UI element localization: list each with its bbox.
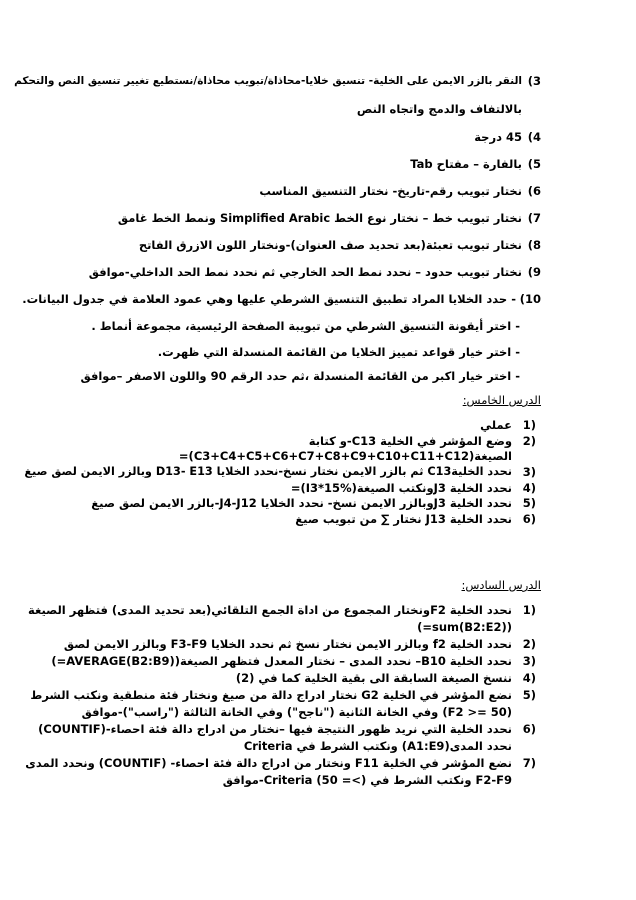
sub-item: - اختر خيار قواعد تمييز الخلايا من القائمة المنسدلة التي ظهرت.: [157, 345, 520, 359]
lesson-6-item-number: 7): [522, 756, 536, 770]
lesson-5-item-text: نحدد الخلية J3وبالزر الايمن نسخ- نحدد الخلايا J4-J12-بالزر الايمن لصق صيغ: [91, 496, 512, 510]
lesson-5-item-text: نحدد الخليةC13 ثم بالزر الايمن نختار نسخ-نحدد الخلايا D13- E13 وبالزر الايمن لصق صيغ: [24, 465, 512, 478]
sub-item: - اختر خيار اكبر من القائمة المنسدلة ،ثم حدد الرقم 90 واللون الاصفر –موافق: [80, 369, 520, 383]
lesson-6-item-text: نحدد الخلية F2ونختار المجموع من اداة الجمع التلقائي(بعد تحديد المدى) فتظهر الصيغة: [28, 603, 512, 617]
list-item-5-text: بالفارة – مفتاح Tab: [410, 157, 522, 171]
lesson-5-item-text: نحدد الخلية J13 نختار ∑ من تبويب صيغ: [295, 512, 512, 526]
list-item-4-number: 4): [527, 130, 541, 144]
lesson-6-item-number: 6): [522, 722, 536, 736]
lesson-6-item-text-cont: (F2 >= 50) وفي الخانة الثانية ("ناجح") وفي الخانة الثالثة ("راسب")-موافق: [81, 705, 512, 719]
lesson-6-heading: الدرس السادس:: [461, 578, 541, 592]
lesson-6-item-number: 5): [522, 688, 536, 702]
lesson-5-item-number: 1): [522, 418, 536, 432]
list-item-3-text-cont: بالالتفاف والدمج واتجاه النص: [356, 102, 522, 116]
list-item-7-number: 7): [527, 211, 541, 225]
lesson-5-item-text-cont: الصيغة(C3+C4+C5+C6+C7+C8+C9+C10+C11+C12)=: [178, 449, 512, 463]
list-item-8-number: 8): [527, 238, 541, 252]
lesson-6-item-number: 4): [522, 671, 536, 685]
lesson-5-item-number: 5): [522, 496, 536, 510]
lesson-5-item-number: 6): [522, 512, 536, 526]
lesson-5-item-text: نحدد الخلية J3ونكتب الصيغة(I3*15%)=: [290, 481, 512, 495]
lesson-6-item-text: نحدد الخلية f2 وبالزر الايمن نختار نسخ ثم نحدد الخلايا F3-F9 وبالزر الايمن لصق: [63, 637, 512, 651]
list-item-3-number: 3): [527, 74, 541, 88]
lesson-5-item-text: وضع المؤشر في الخلية C13-و كتابة: [308, 434, 512, 448]
list-item-9-number: 9): [527, 265, 541, 279]
list-item-7-text: نختار تبويب خط – نختار نوع الخط Simplified Arabic ونمط الخط غامق: [117, 211, 522, 225]
list-item-5-number: 5): [527, 157, 541, 171]
lesson-6-item-text: نحدد الخلية B10– نحدد المدى – نختار المعدل فتظهر الصيغة(AVERAGE(B2:B9)=): [51, 654, 512, 668]
lesson-6-item-text-cont: (sum(B2:E2)=): [417, 620, 512, 634]
list-item-4-text: 45 درجة: [474, 130, 522, 144]
lesson-6-item-text: ننسخ الصيغة السابقة الى بقية الخلية كما في (2): [235, 671, 512, 685]
lesson-6-item-number: 2): [522, 637, 536, 651]
lesson-6-item-text: نضع المؤشر في الخلية F11 ونختار من ادراج دالة فئة احصاء- (COUNTIF) ونحدد المدى: [25, 756, 512, 770]
lesson-5-item-number: 3): [522, 465, 536, 479]
list-item-6-number: 6): [527, 184, 541, 198]
list-item-3-text: النقر بالزر الايمن على الخلية- تنسيق خلايا-محاذاة/تبويب محاذاة/نستطيع تغيير تنسيق النص والتحكم: [14, 75, 522, 87]
list-item-10-text: - حدد الخلايا المراد تطبيق التنسيق الشرطي عليها وهي عمود العلامة في جدول البيانات.: [22, 292, 516, 306]
lesson-6-item-text: نحدد الخلية التي نريد ظهور النتيجة فيها –نختار من ادراج دالة فئة احصاء-(COUNTIF): [38, 722, 512, 736]
lesson-6-item-text-cont: F2-F9 ونكتب الشرط في Criteria (50 =<)-موافق: [222, 773, 512, 787]
lesson-5-heading: الدرس الخامس:: [462, 393, 541, 407]
list-item-9-text: نختار تبويب حدود – نحدد نمط الحد الخارجي ثم نحدد نمط الحد الداخلي-موافق: [88, 265, 522, 279]
lesson-5-item-number: 4): [522, 481, 536, 495]
lesson-5-item-text: عملي: [480, 418, 512, 432]
lesson-6-item-text: نضع المؤشر في الخلية G2 نختار ادراج دالة من صيغ ونختار فئة منطقية ونكتب الشرط: [30, 688, 512, 702]
lesson-6-item-number: 1): [522, 603, 536, 617]
lesson-6-item-text-cont: نحدد المدى(A1:E9) ونكتب الشرط في Criteria: [243, 739, 512, 753]
list-item-10-number: 10): [519, 292, 541, 306]
sub-item: - اختر أيقونة التنسيق الشرطي من تبويبة الصفحة الرئيسية، مجموعة أنماط .: [91, 319, 520, 333]
list-item-8-text: نختار تبويب تعبئة(بعد تحديد صف العنوان)-ونختار اللون الازرق الفاتح: [138, 238, 522, 252]
lesson-5-item-number: 2): [522, 434, 536, 448]
list-item-6-text: نختار تبويب رقم-تاريخ- نختار التنسيق المناسب: [259, 184, 522, 198]
lesson-6-item-number: 3): [522, 654, 536, 668]
